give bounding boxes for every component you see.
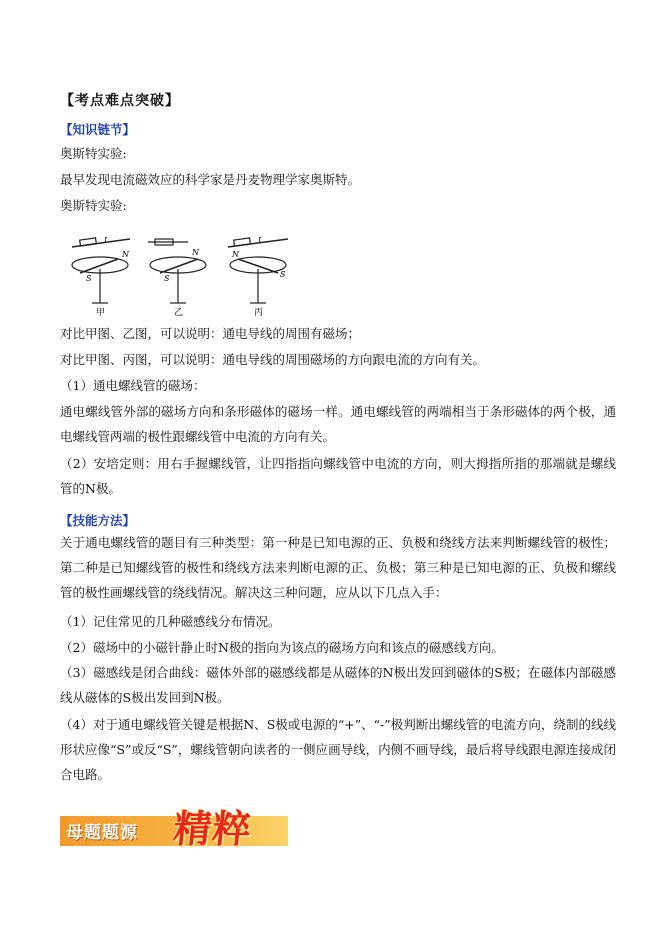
method-point-1: （1）记住常见的几种磁感线分布情况。 bbox=[60, 614, 281, 629]
svg-text:N: N bbox=[192, 248, 199, 257]
label-bing: 丙 bbox=[254, 308, 264, 317]
compare-jia-yi: 对比甲图、乙图，可以说明：通电导线的周围有磁场； bbox=[60, 326, 361, 341]
item1-body: 通电螺线管外部的磁场方向和条形磁体的磁场一样。通电螺线管的两端相当于条形磁体的两个极，通电螺线管两端的极性跟螺线管中电流的方向有关。 bbox=[60, 404, 616, 444]
section-tag-method: 【技能方法】 bbox=[60, 513, 136, 528]
banner-logo bbox=[60, 798, 288, 851]
banner-right-text: 精粹 bbox=[171, 807, 254, 851]
figure-bing bbox=[228, 236, 288, 317]
label-jia: 甲 bbox=[96, 308, 106, 317]
method-point-2: （2）磁场中的小磁针静止时N极的指向为该点的磁场方向和该点的磁感线方向。 bbox=[60, 640, 504, 655]
method-point-3: （3）磁感线是闭合曲线：磁体外部的磁感线都是从磁体的N极出发回到磁体的S极；在磁体内部磁感线从磁体的S极出发回到N极。 bbox=[60, 665, 616, 705]
item1-title: （1）通电螺线管的磁场： bbox=[60, 378, 206, 393]
svg-text:N: N bbox=[122, 250, 129, 259]
svg-text:N: N bbox=[232, 250, 239, 259]
banner-left-text: 母题题源 bbox=[66, 823, 138, 843]
oersted-label-1: 奥斯特实验: bbox=[60, 146, 127, 161]
page-heading: 【考点难点突破】 bbox=[60, 93, 180, 109]
figure-yi bbox=[148, 239, 206, 317]
first-discoverer-text: 最早发现电流磁效应的科学家是丹麦物理学家奥斯特。 bbox=[60, 172, 361, 187]
label-yi: 乙 bbox=[174, 308, 184, 317]
svg-text:S: S bbox=[86, 274, 92, 283]
svg-text:S: S bbox=[164, 274, 170, 283]
compare-jia-bing: 对比甲图、丙图，可以说明：通电导线的周围磁场的方向跟电流的方向有关。 bbox=[60, 352, 486, 367]
oersted-label-2: 奥斯特实验: bbox=[60, 198, 127, 213]
figure-jia bbox=[72, 236, 130, 317]
svg-text:I: I bbox=[258, 236, 262, 245]
svg-text:S: S bbox=[280, 270, 286, 279]
method-intro: 关于通电螺线管的题目有三种类型：第一种是已知电源的正、负极和绕线方法来判断螺线管的极性；第二种是已知螺线管的极性和绕线方法来判断电源的正、负极；第三种是已知电源的正、负极和螺线管的极性画螺线管的绕线情况。解决这三种问题，应从以下几点入手： bbox=[60, 535, 616, 600]
method-point-4: （4）对于通电螺线管关键是根据N、S极或电源的“+”、“-”极判断出螺线管的电流方向，绕制的线线形状应像“S”或反“S”，螺线管朝向读者的一侧应画导线，内侧不画导线，最后将导线跟电源连接成闭合电路。 bbox=[60, 717, 616, 782]
ampere-rule: （2）安培定则：用右手握螺线管，让四指指向螺线管中电流的方向，则大拇指所指的那端就是螺线管的N极。 bbox=[60, 456, 616, 496]
current-label: I bbox=[104, 236, 108, 245]
section-tag-knowledge: 【知识链节】 bbox=[60, 122, 136, 137]
oersted-experiment-figure bbox=[60, 225, 300, 317]
